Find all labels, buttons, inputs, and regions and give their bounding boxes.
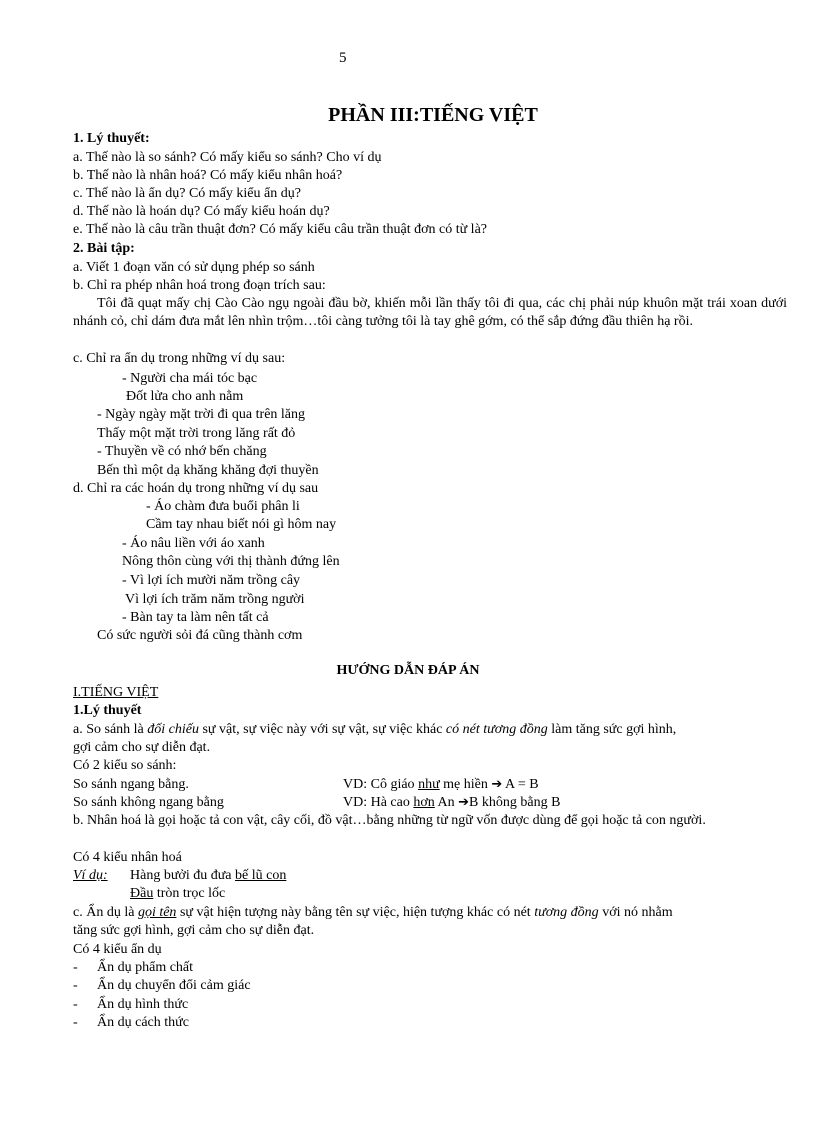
page-number: 5 <box>339 50 347 66</box>
answer-text: Có 4 kiểu ẩn dụ <box>73 942 162 957</box>
comparison-type: So sánh không ngang bằng <box>73 795 224 810</box>
theory-heading: 1.Lý thuyết <box>73 703 142 718</box>
exercise-passage: Tôi đã quạt mấy chị Cào Cào ngụ ngoài đầu bờ, khiến mỗi lần thấy tôi đi qua, các chị phải núp khuôn mặt trái xoan dưới nhánh cỏ, chỉ dám đưa mắt lên nhìn trộm…tôi càng tưởng tôi là tay ghê gớm, có thể sắp đứng đầu thiên hạ rồi. <box>73 296 787 329</box>
answer-text: Có 4 kiểu nhân hoá <box>73 850 182 865</box>
poem-line: Vì lợi ích trăm năm trồng người <box>125 592 305 607</box>
answer-a-line: gợi cảm cho sự diễn đạt. <box>73 740 211 755</box>
question-item: d. Thế nào là hoán dụ? Có mấy kiểu hoán dụ? <box>73 204 330 219</box>
poem-line: Đốt lửa cho anh nằm <box>126 389 244 404</box>
comparison-example: VD: Cô giáo như mẹ hiền ➔ A = B <box>343 777 539 792</box>
question-item: a. Thế nào là so sánh? Có mấy kiểu so sánh? Cho ví dụ <box>73 150 382 165</box>
comparison-type: So sánh ngang bằng. <box>73 777 189 792</box>
list-item: Ẩn dụ cách thức <box>97 1015 189 1030</box>
poem-line: Có sức người sỏi đá cũng thành cơm <box>97 628 303 643</box>
list-item: Ẩn dụ chuyển đổi cảm giác <box>97 978 251 993</box>
section-heading: I.TIẾNG VIỆT <box>73 685 159 700</box>
poem-line: Bến thì một dạ khăng khăng đợi thuyền <box>97 463 319 478</box>
question-item: b. Thế nào là nhân hoá? Có mấy kiểu nhân hoá? <box>73 168 343 183</box>
list-bullet: - <box>73 1015 78 1030</box>
exercise-item: b. Chỉ ra phép nhân hoá trong đoạn trích sau: <box>73 278 326 293</box>
question-item: c. Thế nào là ẩn dụ? Có mấy kiểu ẩn dụ? <box>73 186 301 201</box>
poem-line: - Vì lợi ích mười năm trồng cây <box>122 573 301 588</box>
exercise-item: a. Viết 1 đoạn văn có sử dụng phép so sánh <box>73 260 315 275</box>
list-bullet: - <box>73 960 78 975</box>
poem-line: - Bàn tay ta làm nên tất cả <box>122 610 269 625</box>
exercise-item: c. Chỉ ra ẩn dụ trong những ví dụ sau: <box>73 351 286 366</box>
poem-line: Thấy một mặt trời trong lăng rất đỏ <box>97 426 296 441</box>
arrow-icon: ➔ <box>491 777 503 792</box>
poem-line: - Áo nâu liền với áo xanh <box>122 536 265 551</box>
arrow-icon: ➔ <box>458 795 470 810</box>
list-bullet: - <box>73 978 78 993</box>
theory-heading: 1. Lý thuyết: <box>73 131 150 146</box>
poem-line: - Người cha mái tóc bạc <box>122 371 258 386</box>
example-line: Đầu tròn trọc lốc <box>130 886 226 901</box>
poem-line: - Ngày ngày mặt trời đi qua trên lăng <box>97 407 306 422</box>
example-label: Ví dụ: <box>73 868 108 883</box>
answer-a-line: a. So sánh là đối chiếu sự vật, sự việc này với sự vật, sự việc khác có nét tương đồng làm tăng sức gợi hình, <box>73 722 677 737</box>
poem-line: - Thuyền về có nhớ bến chăng <box>97 444 267 459</box>
poem-line: Nông thôn cùng với thị thành đứng lên <box>122 554 340 569</box>
answer-b-text: b. Nhân hoá là gọi hoặc tả con vật, cây cối, đồ vật…bằng những từ ngữ vốn được dùng để gọi hoặc tả con người. <box>73 813 706 828</box>
list-bullet: - <box>73 997 78 1012</box>
poem-line: - Áo chàm đưa buổi phân li <box>146 499 300 514</box>
list-item: Ẩn dụ hình thức <box>97 997 189 1012</box>
list-item: Ẩn dụ phẩm chất <box>97 960 194 975</box>
exercise-heading: 2. Bài tập: <box>73 241 135 256</box>
comparison-example: VD: Hà cao hơn An ➔B không bằng B <box>343 795 561 810</box>
answer-c-line: c. Ẩn dụ là gọi tên sự vật hiện tượng này bằng tên sự việc, hiện tượng khác có nét tương đồng với nó nhằm <box>73 905 673 920</box>
exercise-item: d. Chỉ ra các hoán dụ trong những ví dụ sau <box>73 481 319 496</box>
page-title: PHẦN III:TIẾNG VIỆT <box>328 104 538 126</box>
answer-c-line: tăng sức gợi hình, gợi cảm cho sự diễn đạt. <box>73 923 315 938</box>
example-line: Hàng bưởi đu đưa bế lũ con <box>130 868 287 883</box>
question-item: e. Thế nào là câu trần thuật đơn? Có mấy kiểu câu trần thuật đơn có từ là? <box>73 222 487 237</box>
answers-heading: HƯỚNG DẪN ĐÁP ÁN <box>336 663 480 678</box>
answer-text: Có 2 kiểu so sánh: <box>73 758 177 773</box>
poem-line: Cầm tay nhau biết nói gì hôm nay <box>146 517 337 532</box>
